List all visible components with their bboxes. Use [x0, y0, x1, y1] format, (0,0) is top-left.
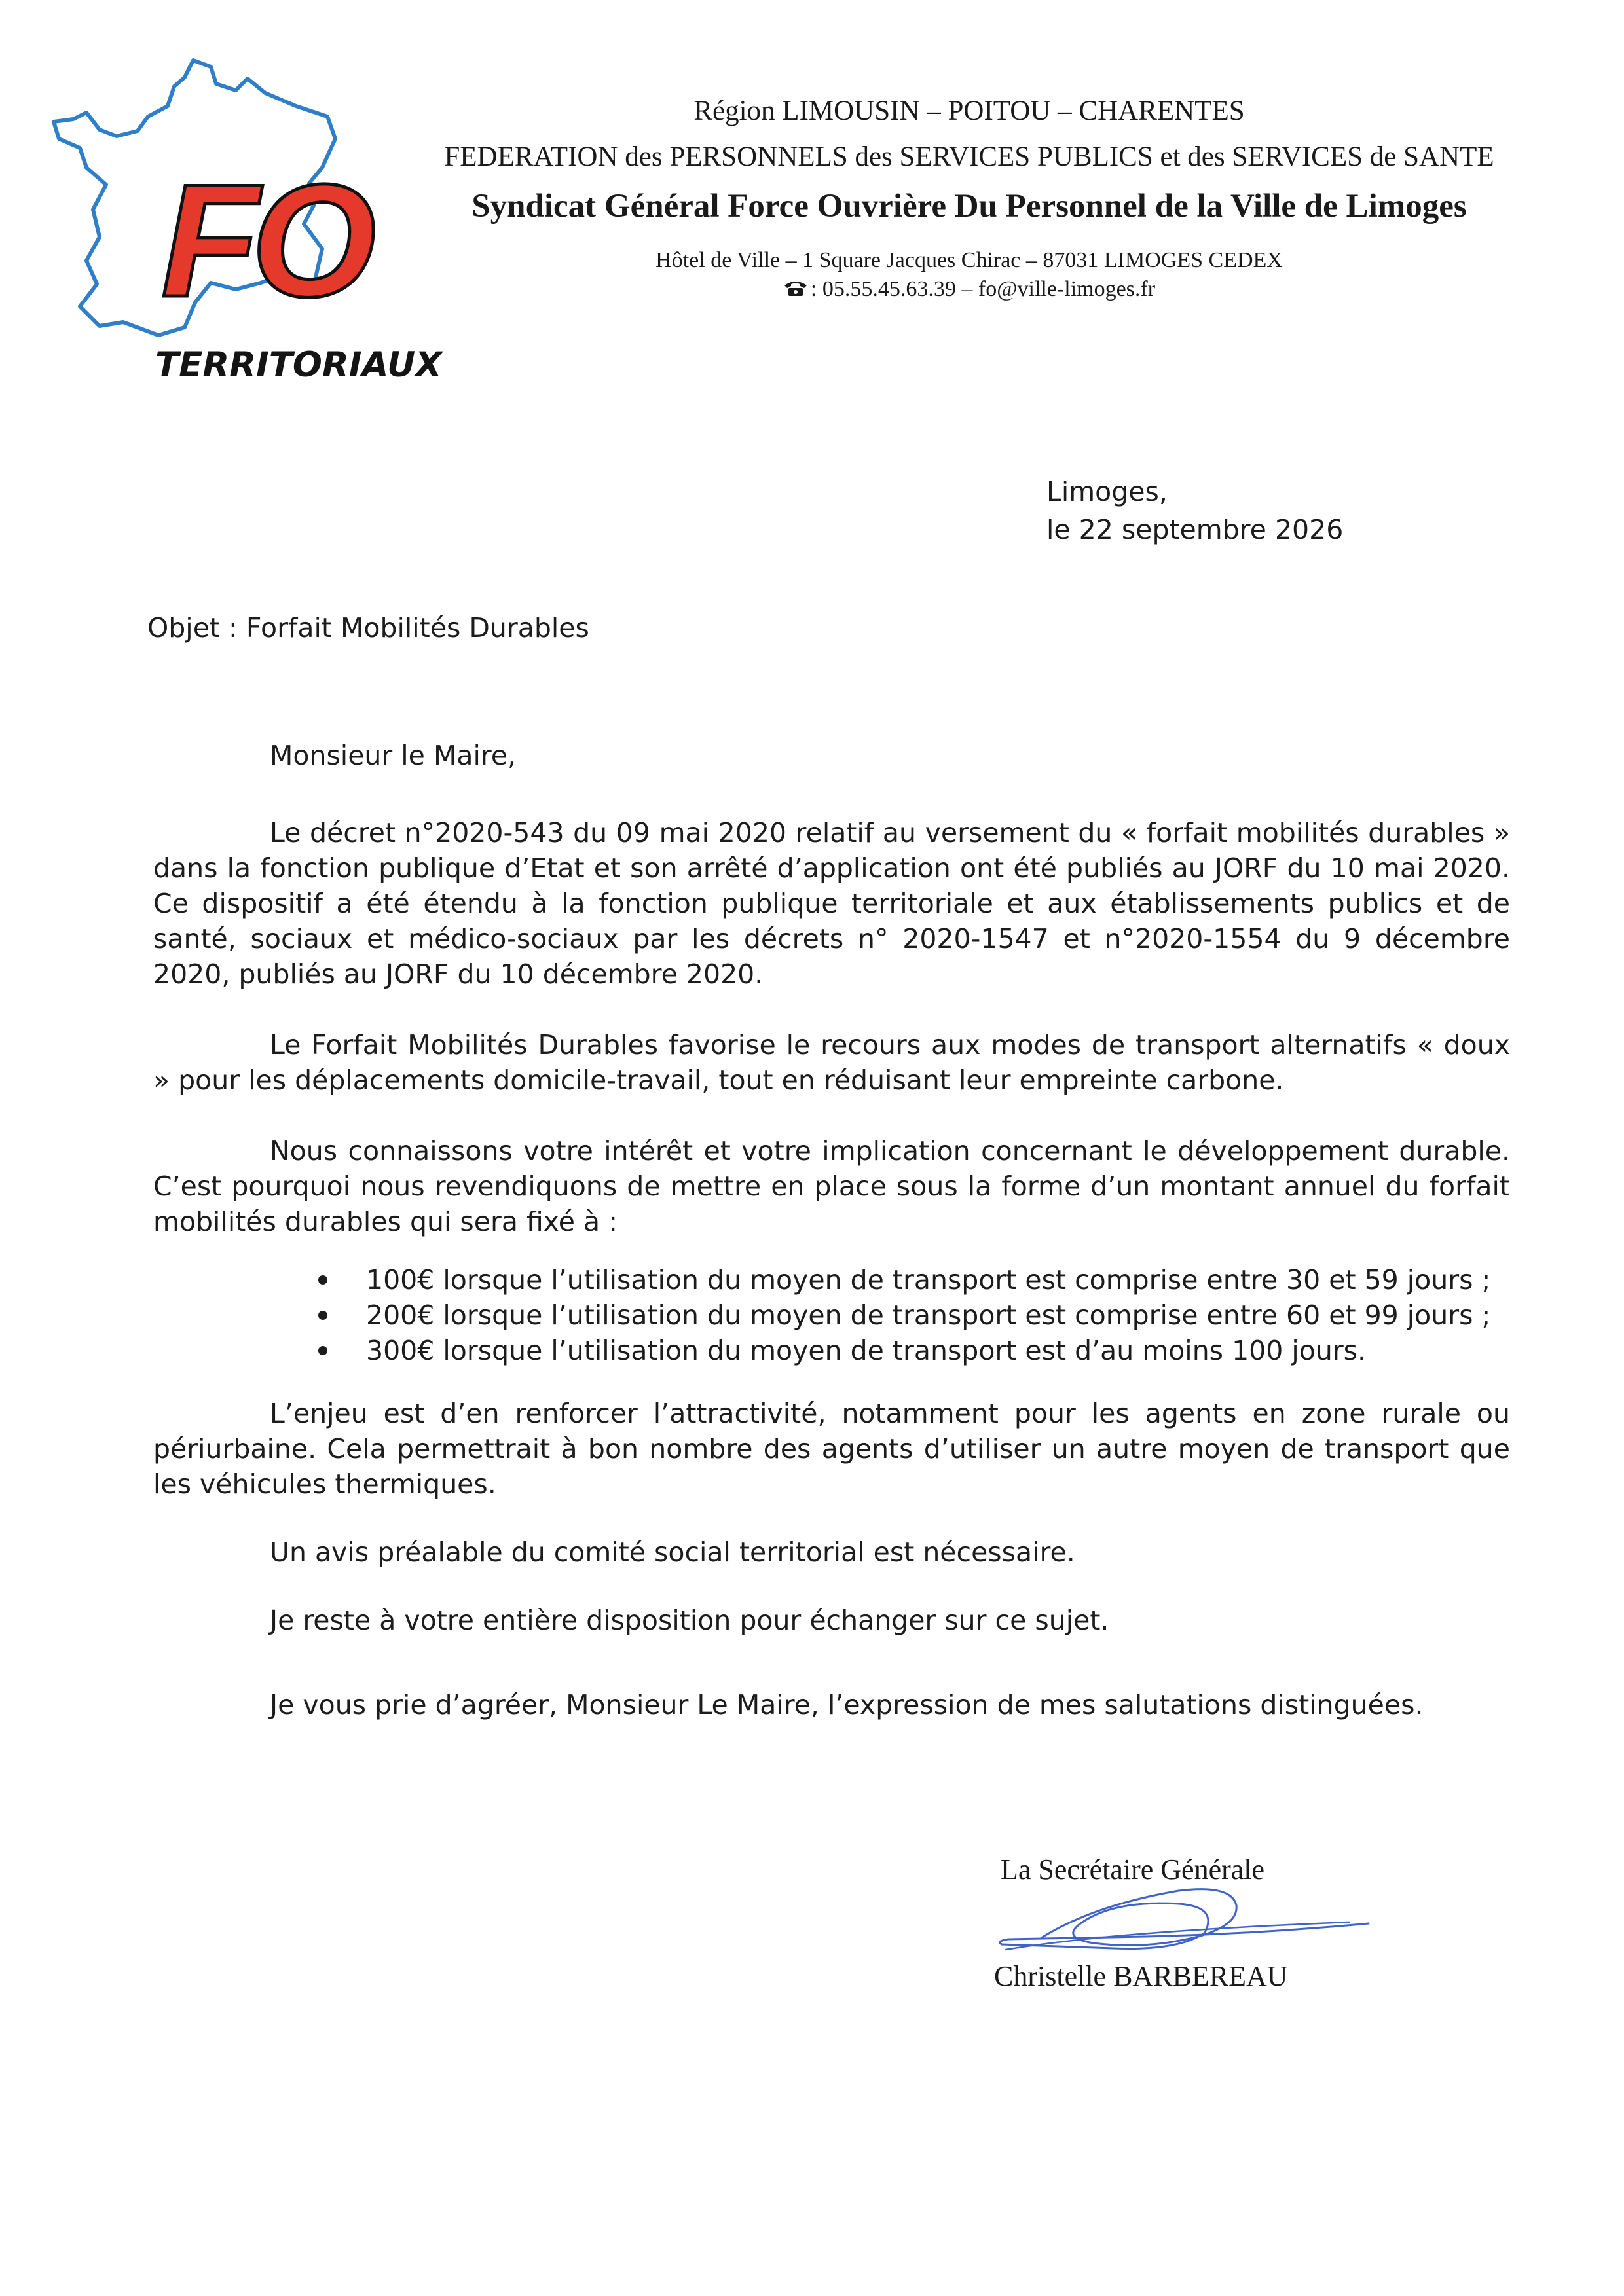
- date-day: le 22 septembre 2026: [1046, 514, 1344, 545]
- amount-list: [153, 1262, 1510, 1368]
- fo-territoriaux-logo: [39, 52, 442, 393]
- letter-body: [153, 815, 1510, 1722]
- list-item: 300€ lorsque l’utilisation du moyen de transport est d’au moins 100 jours.: [153, 1333, 1510, 1368]
- signatory-title: La Secrétaire Générale: [1001, 1853, 1265, 1886]
- paragraph-committee: Un avis préalable du comité social territorial est nécessaire.: [270, 1537, 1075, 1568]
- date-place: Limoges,: [1046, 476, 1168, 507]
- header-contact: [406, 275, 1532, 305]
- header-address: Hôtel de Ville – 1 Square Jacques Chirac – 87031 LIMOGES CEDEX: [655, 248, 1283, 272]
- territoriaux-label: TERRITORIAUX: [155, 345, 442, 385]
- letter-greeting: Monsieur le Maire,: [270, 740, 517, 771]
- paragraph-availability: Je reste à votre entière disposition pour échanger sur ce sujet.: [270, 1605, 1109, 1636]
- header-region: Région LIMOUSIN – POITOU – CHARENTES: [693, 96, 1245, 126]
- list-item: 100€ lorsque l’utilisation du moyen de transport est comprise entre 30 et 59 jours ;: [153, 1262, 1510, 1298]
- paragraph-forfait: Le Forfait Mobilités Durables favorise le recours aux modes de transport alternatifs « doux » pour les déplacements domicile-travail, tout en réduisant leur empreinte carbone.: [153, 1029, 1510, 1096]
- header-federation: FEDERATION des PERSONNELS des SERVICES PUBLICS et des SERVICES de SANTE: [444, 141, 1494, 172]
- letter-date: [1046, 473, 1343, 549]
- header-syndicate: Syndicat Général Force Ouvrière Du Personnel de la Ville de Limoges: [471, 188, 1467, 225]
- fo-letters: FO: [161, 151, 369, 330]
- signatory-name: Christelle BARBEREAU: [994, 1960, 1288, 1992]
- paragraph-decree: Le décret n°2020-543 du 09 mai 2020 relatif au versement du « forfait mobilités durables » dans la fonction publique d’Etat et son arrêté d’application ont été publiés au JORF du 10 mai 2020. Ce dispositif a été étendu à la fonction publique territoriale et aux établissements publics et de santé, sociaux et médico-sociaux par les décrets n° 2020-1547 et n°2020-1554 du 9 décembre 2020, publiés au JORF du 10 décembre 2020.: [153, 817, 1510, 990]
- list-item: 200€ lorsque l’utilisation du moyen de transport est comprise entre 60 et 99 jours ;: [153, 1298, 1510, 1333]
- handwritten-signature: [982, 1859, 1369, 1958]
- paragraph-closing: Je vous prie d’agréer, Monsieur Le Maire, l’expression de mes salutations distinguées.: [270, 1689, 1424, 1721]
- letter-object: Objet : Forfait Mobilités Durables: [147, 612, 589, 644]
- paragraph-stakes: L’enjeu est d’en renforcer l’attractivité, notamment pour les agents en zone rurale ou périurbaine. Cela permettrait à bon nombre des agents d’utiliser un autre moyen de transport que les véhicules thermiques.: [153, 1398, 1510, 1500]
- paragraph-demand: Nous connaissons votre intérêt et votre implication concernant le développement durable. C’est pourquoi nous revendiquons de mettre en place sous la forme d’un montant annuel du forfait mobilités durables qui sera fixé à :: [153, 1135, 1510, 1237]
- phone-icon: [783, 276, 808, 305]
- letterhead: [406, 93, 1532, 305]
- contact-text: : 05.55.45.63.39 – fo@ville-limoges.fr: [810, 277, 1156, 301]
- france-map-logo-graphic: [39, 52, 442, 393]
